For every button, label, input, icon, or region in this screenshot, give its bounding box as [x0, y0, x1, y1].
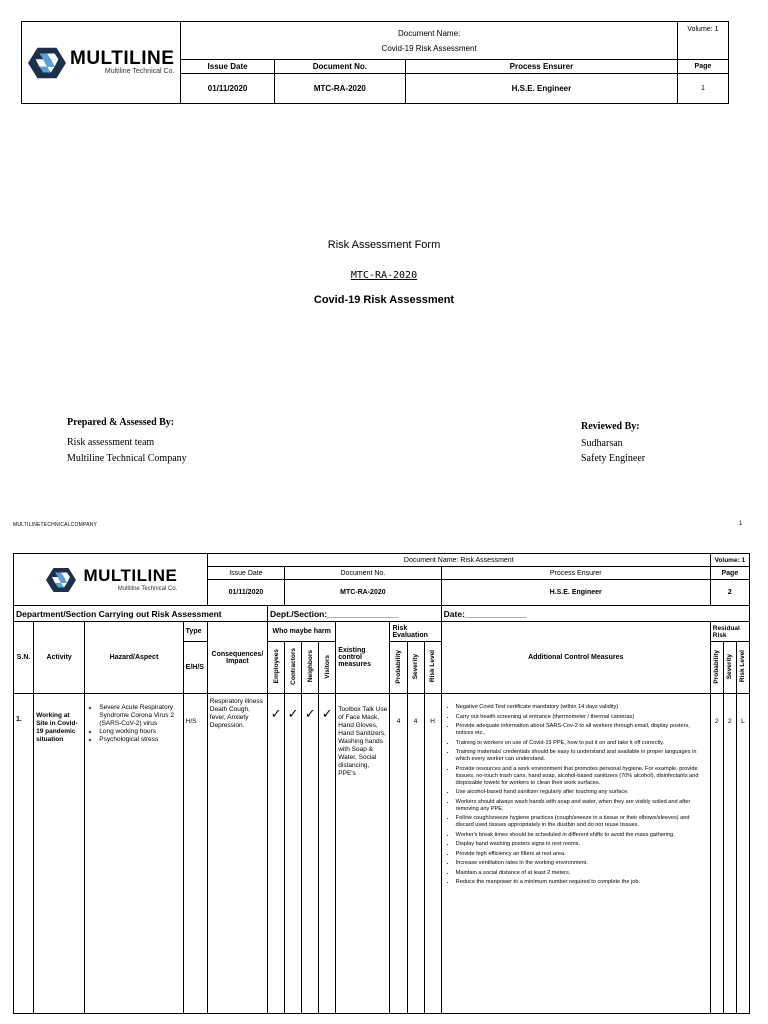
row-sn: 1. [14, 694, 34, 1014]
col-residual-probability: Probability [713, 649, 721, 684]
multiline-logo-icon [28, 44, 66, 82]
control-measure-item: • Worker's break times should be scheduled in different shifts to avoid the mass gathering. [456, 832, 708, 839]
date-field[interactable]: Date:_____________ [441, 606, 749, 622]
reviewer-title: Safety Engineer [581, 453, 646, 464]
prepared-by-label: Prepared & Assessed By: [67, 417, 175, 428]
company-logo [22, 44, 180, 82]
col-contractors: Contractors [289, 648, 297, 685]
logo-subtitle-2: Multiline Technical Co. [117, 586, 178, 592]
control-measure-item: • Display hand washing posters signs in rest rooms. [456, 841, 708, 848]
footer-page-number: 1 [739, 521, 743, 527]
document-no-value: MTC-RA-2020 [274, 74, 405, 104]
row-hazards [85, 694, 183, 1014]
document-name-label: Document Name: [398, 28, 461, 38]
contractors-check-icon: ✓ [287, 706, 299, 721]
row-additional-controls [441, 694, 710, 1014]
row-activity: Working at Site in Covid-19 pandemic situation [34, 694, 85, 1014]
row-existing-controls: Toolbox Talk Use of Face Mask, Hand Gloves, Hand Sanitizers, Washing hands with Soap & Water, Social distancing, PPE's [336, 694, 390, 1014]
table-row [14, 694, 750, 1014]
control-measure-item: • Provide adequate information about SARS-Cov-2 to all workers through email, display posters, notices etc., [456, 723, 708, 737]
document-name-cell [181, 22, 677, 60]
document-name-cell-2: Document Name: Risk Assessment [207, 554, 710, 567]
logo-subtitle: Multiline Technical Co. [104, 68, 175, 75]
company-logo-2 [16, 565, 205, 595]
dept-section-field[interactable]: Dept./Section:_______________ [268, 606, 442, 622]
logo-name-2: MULTILINE [83, 566, 178, 585]
row-residual-probability: 2 [710, 694, 723, 1014]
col-ehs: E/H/S [183, 642, 207, 694]
control-measure-item: • Provide resources and a work environment that promotes personal hygiene. For example, provide tissues, no-touch trash cans, hand soap, alcohol-based sanitizers (70% alcohol), disinfectants and disposable towels for workers to clean their work surfaces. [456, 766, 708, 787]
col-risk-level: Risk Level [429, 650, 437, 683]
page-label: Page [677, 60, 728, 74]
process-ensurer-label: Process Ensurer [406, 60, 678, 74]
col-sn: S.N. [14, 622, 34, 694]
row-residual-risk-level: L [736, 694, 749, 1014]
form-subtitle: Covid-19 Risk Assessment [313, 294, 455, 306]
control-measure-item: • Reduce the manpower to a minimum number required to complete the job. [456, 879, 708, 886]
control-measure-item: • Maintain a social distance of at least 2 meters. [456, 870, 708, 877]
logo-cell-2 [14, 554, 208, 606]
col-severity: Severity [412, 653, 420, 680]
process-ensurer-value: H.S.E. Engineer [406, 74, 678, 104]
multiline-logo-icon [43, 565, 79, 595]
logo-name: MULTILINE [70, 48, 175, 69]
col-activity: Activity [34, 622, 85, 694]
col-type: Type [183, 622, 207, 642]
issue-date-label: Issue Date [181, 60, 274, 74]
footer-company: MULTILINETECHNICALCOMPANY [13, 522, 97, 528]
issue-date-label-2: Issue Date [207, 567, 284, 580]
control-measure-item: • Training to workers on use of Covid-19 PPE, how to put it on and take it off correctly. [456, 740, 708, 747]
col-probability: Probability [395, 649, 403, 684]
col-neighbors: Neighbors [306, 650, 314, 683]
document-no-label-2: Document No. [285, 567, 442, 580]
row-type: H/S [183, 694, 207, 1014]
col-risk-evaluation: Risk Evaluation [390, 622, 441, 642]
document-header-table [21, 21, 729, 104]
neighbors-check-icon: ✓ [304, 706, 316, 721]
row-residual-severity: 2 [723, 694, 736, 1014]
hazard-item: • Psychological stress [99, 736, 180, 744]
col-additional-controls: Additional Control Measures [441, 622, 710, 694]
risk-assessment-table [13, 553, 750, 1014]
row-probability: 4 [390, 694, 407, 1014]
control-measure-item: • Workers should always wash hands with soap and water, when they are visibly soiled and after removing any PPE. [456, 799, 708, 813]
control-measure-item: • Carry out health screening at entrance (thermometer / thermal cameras) [456, 714, 708, 721]
page-number-value: 1 [677, 74, 728, 104]
col-existing-controls: Existing control measures [336, 622, 390, 694]
visitors-check-icon: ✓ [321, 706, 333, 721]
control-measure-item: • Increase ventilation rates in the working environment. [456, 860, 708, 867]
control-measure-item: • Training materials/ credentials should be easy to understand and available in proper languages in which every worker can understand. [456, 749, 708, 763]
logo-cell [22, 22, 181, 104]
document-name: Covid-19 Risk Assessment [381, 43, 477, 53]
process-ensurer-value-2: H.S.E. Engineer [441, 580, 710, 606]
col-residual-risk: Residual Risk [710, 622, 749, 642]
issue-date-value-2: 01/11/2020 [207, 580, 284, 606]
control-measure-item: • Negative Covid Test certificate mandatory (within 14 days validity) [456, 704, 708, 711]
document-no-value-2: MTC-RA-2020 [285, 580, 442, 606]
issue-date-value: 01/11/2020 [181, 74, 274, 104]
hazard-item: • Long working hours [99, 728, 180, 736]
row-risk-level: H [424, 694, 441, 1014]
form-title: Risk Assessment Form [327, 239, 441, 251]
col-employees: Employees [272, 649, 280, 684]
reviewed-by-label: Reviewed By: [581, 421, 640, 432]
prepared-by-team: Risk assessment team [67, 437, 155, 448]
row-severity: 4 [407, 694, 424, 1014]
form-code: MTC-RA-2020 [350, 270, 418, 281]
prepared-by-company: Multiline Technical Company [67, 453, 187, 464]
hazard-item: • Severe Acute Respiratory Syndrome Corona Virus 2 (SARS-CoV-2) virus [99, 704, 180, 728]
volume-cell-2: Volume: 1 [710, 554, 749, 567]
col-consequences: Consequences/ Impact [207, 622, 267, 694]
page-label-2: Page [710, 567, 749, 580]
document-no-label: Document No. [274, 60, 405, 74]
page-number-value-2: 2 [710, 580, 749, 606]
volume-cell: Volume: 1 [677, 22, 728, 60]
control-measure-item: • Follow cough/sneeze hygiene practices (cough/sneeze in a tissue or their elbows/sleeves) and discard used tissues appropriately in the dustbin and do not reuse tissues. [456, 815, 708, 829]
col-residual-risk-level: Risk Level [739, 650, 747, 683]
employees-check-icon: ✓ [270, 706, 282, 721]
col-hazard: Hazard/Aspect [85, 622, 183, 694]
process-ensurer-label-2: Process Ensurer [441, 567, 710, 580]
control-measure-item: • Provide high efficiency air filters at rest area. [456, 851, 708, 858]
department-label: Department/Section Carrying out Risk Assessment [14, 606, 268, 622]
col-who-maybe-harm: Who maybe harm [268, 622, 336, 642]
control-measure-item: • Use alcohol-based hand sanitizer regularly after touching any surface. [456, 789, 708, 796]
reviewer-name: Sudharsan [581, 438, 623, 449]
row-consequences: Respiratory illness Death Cough, fever, Anxiety Depression. [207, 694, 267, 1014]
col-visitors: Visitors [323, 654, 331, 679]
col-residual-severity: Severity [726, 653, 734, 680]
